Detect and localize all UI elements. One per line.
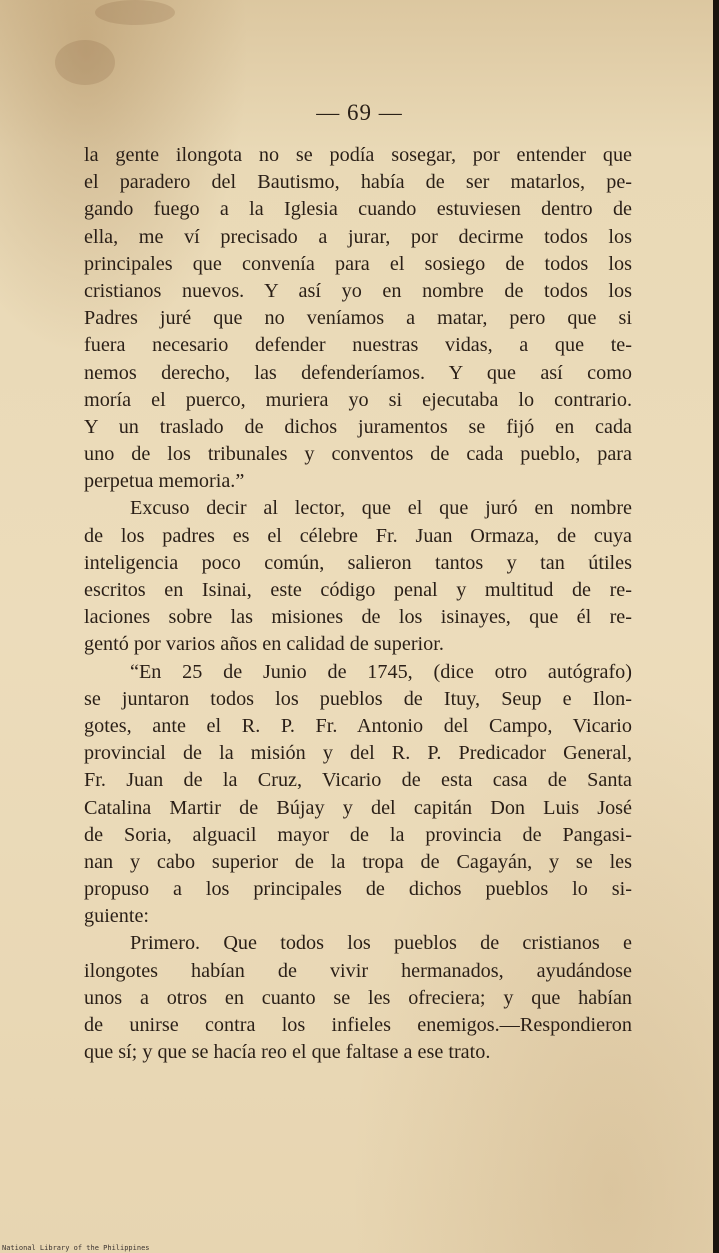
text-line: de los padres es el célebre Fr. Juan Ormaza, de cuya bbox=[84, 524, 632, 547]
paper-stain bbox=[55, 40, 115, 85]
text-line: cristianos nuevos. Y así yo en nombre de todos los bbox=[84, 279, 632, 302]
paper-stain bbox=[95, 0, 175, 25]
text-line: de unirse contra los infieles enemigos.—Respondieron bbox=[84, 1014, 632, 1036]
text-line: “En 25 de Junio de 1745, (dice otro autógrafo) bbox=[130, 660, 632, 683]
text-line: unos a otros en cuanto se les ofreciera; y que habían bbox=[84, 986, 632, 1009]
text-line: ella, me ví precisado a jurar, por decirme todos los bbox=[84, 225, 632, 248]
text-line: de Soria, alguacil mayor de la provincia de Pangasi- bbox=[84, 823, 632, 846]
text-line: gentó por varios años en calidad de superior. bbox=[84, 633, 444, 656]
page-number: — 69 — bbox=[316, 100, 403, 125]
text-line: Fr. Juan de la Cruz, Vicario de esta casa de Santa bbox=[84, 769, 632, 792]
text-line: propuso a los principales de dichos pueblos lo si- bbox=[84, 878, 632, 901]
text-line: Y un traslado de dichos juramentos se fijó en cada bbox=[84, 415, 632, 438]
text-line: escritos en Isinai, este código penal y multitud de re- bbox=[84, 579, 632, 601]
text-line: nemos derecho, las defenderíamos. Y que así como bbox=[84, 361, 632, 384]
text-line: fuera necesario defender nuestras vidas, a que te- bbox=[84, 334, 632, 357]
text-line: Padres juré que no veníamos a matar, pero que si bbox=[84, 307, 632, 330]
text-line: moría el puerco, muriera yo si ejecutaba lo contrario. bbox=[84, 388, 632, 411]
text-line: Primero. Que todos los pueblos de cristianos e bbox=[130, 932, 632, 955]
text-line: gotes, ante el R. P. Fr. Antonio del Campo, Vicario bbox=[84, 714, 632, 737]
text-line: Catalina Martir de Bújay y del capitán Don Luis José bbox=[84, 796, 632, 819]
text-line: laciones sobre las misiones de los isinayes, que él re- bbox=[84, 606, 632, 629]
text-line: principales que convenía para el sosiego de todos los bbox=[84, 252, 632, 275]
text-line: perpetua memoria.” bbox=[84, 470, 245, 493]
text-line: la gente ilongota no se podía sosegar, por entender que bbox=[84, 144, 632, 166]
text-line: uno de los tribunales y conventos de cada pueblo, para bbox=[84, 443, 632, 466]
text-line: se juntaron todos los pueblos de Ituy, Seup e Ilon- bbox=[84, 687, 632, 710]
text-line: el paradero del Bautismo, había de ser matarlos, pe- bbox=[84, 171, 632, 194]
text-line: nan y cabo superior de la tropa de Cagayán, y se les bbox=[84, 850, 632, 873]
text-line: guiente: bbox=[84, 905, 150, 928]
page-body bbox=[84, 142, 632, 1066]
text-line: Excuso decir al lector, que el que juró en nombre bbox=[130, 497, 632, 520]
text-line: gando fuego a la Iglesia cuando estuviesen dentro de bbox=[84, 198, 632, 221]
text-line: ilongotes habían de vivir hermanados, ayudándose bbox=[84, 959, 632, 982]
library-credit: National Library of the Philippines bbox=[2, 1244, 150, 1252]
text-line: provincial de la misión y del R. P. Predicador General, bbox=[84, 742, 632, 765]
text-line: que sí; y que se hacía reo el que faltase a ese trato. bbox=[84, 1041, 491, 1064]
scan-edge bbox=[713, 0, 719, 1253]
text-line: inteligencia poco común, salieron tantos y tan útiles bbox=[84, 551, 632, 574]
